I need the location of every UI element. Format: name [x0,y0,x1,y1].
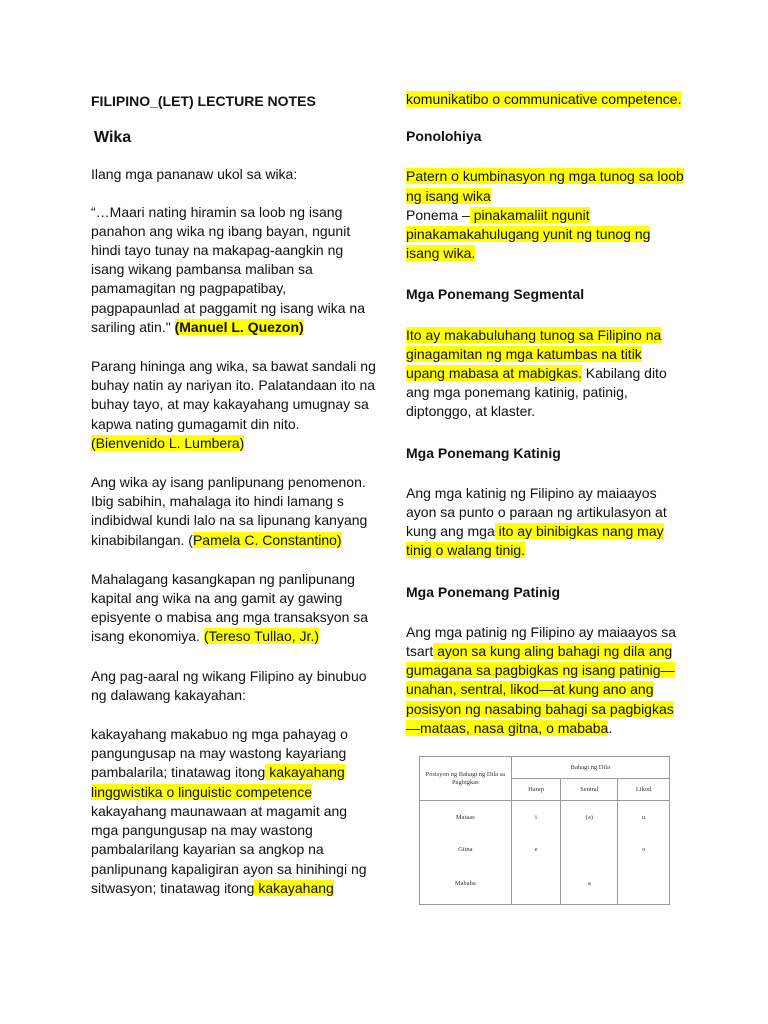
author-lumbera: (Bienvenido L. Lumbera) [91,434,245,451]
left-column [91,90,376,898]
vowel-table-subheader-likod: Likod [618,779,670,801]
quote-quezon [91,203,376,337]
author-constantino: Pamela C. Constantino) [192,531,342,548]
document-title: FILIPINO_(LET) LECTURE NOTES [91,93,316,109]
quote-lumbera [91,357,376,453]
quote-constantino-text: Ang wika ay isang panlipunang penomenon. Ibig sabihin, mahalaga ito hindi lamang s indibidwal kundi lalo na sa lipunang kanyang kinabibilangan. ( [91,474,368,548]
vowel-cell: o [618,835,670,865]
communicative-competence-para [91,802,376,898]
vowel-cell [618,865,670,905]
linguistic-competence-text: kakayahang makabuo ng mga pahayag o pangungusap na may wastong kayariang pambalarila; tinatawag itong [91,726,348,781]
continued-term [406,90,684,109]
continued-term-text: komunikatibo o communicative competence. [406,91,682,107]
quote-tullao-text: Mahalagang kasangkapan ng panlipunang kapital ang wika na ang gamit ay gawing episyente o mabisa ang mga transaksyon sa isang ekonomiya. [91,570,369,645]
ponolohiya-definition [406,167,684,205]
quote-tullao [91,570,376,647]
heading-ponolohiya: Ponolohiya [406,128,482,145]
segmental-definition-text: Kabilang dito ang mga ponemang katinig, patinig, diptonggo, at klaster. [406,365,667,420]
quote-quezon-text: “…Maari nating hiramin sa loob ng isang panahon ang wika ng ibang bayan, ngunit hindi tayo tunay na makapag-aangkin ng isang wikang pambansa maliban sa pamamagitan ng pagpapatibay, pagpapaunlad at paggamit ng isang wika na sariling atin." [91,203,365,335]
vowel-cell [511,865,561,905]
vowel-cell: u [618,801,670,835]
vowel-cell: i [511,801,561,835]
ponema-definition-text: pinakamaliit ngunit pinakamakahulugang yunit ng tunog ng isang wika. [406,206,651,262]
linguistic-competence-para [91,725,376,802]
segmental-definition [406,326,684,422]
intro-line: Ilang mga pananaw ukol sa wika: [91,166,298,183]
vowel-row-label: Mataas [420,801,512,835]
heading-patinig: Mga Ponemang Patinig [406,583,561,600]
quote-lumbera-text: Parang hininga ang wika, sa bawat sandali ng buhay natin ay nariyan ito. Palatandaan ito na buhay tayo, at may kakayahang umugnay sa kapwa nating gumagamit din nito. [91,358,376,432]
vowel-table-part-header: Bahagi ng Dila [511,757,669,779]
vowel-table-subheader-sentral: Sentral [561,779,618,801]
kakayahan-intro: Ang pag-aaral ng wikang Filipino ay binubuo ng dalawang kakayahan: [91,667,367,703]
vowel-chart-table [419,756,670,905]
segmental-definition-highlight: Ito ay makabuluhang tunog sa Filipino na ginagamitan ng mga katumbas na titik upang mabasa at mabigkas. [406,326,662,382]
vowel-table-position-header: Posisyon ng Bahagi ng Dila sa Pagbigkas [420,757,512,801]
vowel-row-label: Gitna [420,835,512,865]
table-row [420,801,670,835]
vowel-row-label: Mababa [420,865,512,905]
right-column [406,90,684,738]
communicative-competence-term: kakayahang [254,879,334,896]
katinig-definition-text: Ang mga katinig ng Filipino ay maiaayos ayon sa punto o paraan ng artikulasyon at kung ang mga [406,484,667,540]
heading-katinig: Mga Ponemang Katinig [406,444,561,461]
table-row [420,865,670,905]
vowel-cell: a [561,865,618,905]
vowel-cell [561,835,618,865]
table-row [420,835,670,865]
katinig-definition-highlight: ito ay binibigkas nang may tinig o walang tinig. [406,523,664,559]
ponema-definition [406,206,684,264]
patinig-definition-highlight: ayon sa kung aling bahagi ng dila ang gumagana sa pagbigkas ng isang patinig—unahan, sentral, likod—at kung ano ang posisyon ng nasabing bahagi sa pagbigkas—mataas, nasa gitna, o mababa [406,643,675,736]
communicative-competence-text: kakayahang maunawaan at magamit ang mga pangungusap na may wastong pambalarilang kayarian sa angkop na panlipunang kapaligiran ayon sa hinihingi ng sitwasyon; tinatawag itong [91,802,367,896]
heading-wika: Wika [94,129,132,147]
patinig-definition-text: Ang mga patinig ng Filipino ay maiaayos sa tsart [406,623,677,660]
vowel-cell: (ə) [561,801,618,835]
ponolohiya-definition-text: Patern o kumbinasyon ng mga tunog sa loob ng isang wika [406,168,684,204]
ponema-label: Ponema – [406,206,470,223]
linguistic-competence-term: kakayahang linggwistika o linguistic competence [91,764,345,800]
author-tullao: (Tereso Tullao, Jr.) [203,628,319,645]
quote-constantino [91,473,376,550]
patinig-definition-end: . [608,719,613,736]
katinig-definition [406,484,684,561]
author-quezon: (Manuel L. Quezon) [174,318,304,335]
vowel-cell: e [511,835,561,865]
patinig-definition [406,623,684,738]
heading-segmental: Mga Ponemang Segmental [406,286,585,303]
vowel-table-subheader-harap: Harap [511,779,561,801]
